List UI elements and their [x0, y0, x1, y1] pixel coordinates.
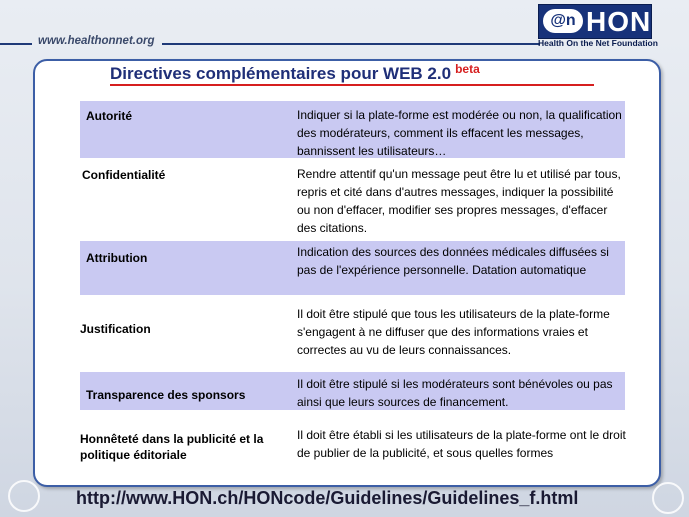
row-desc-autorite: Indiquer si la plate-forme est modérée ou non, la qualification des modérateurs, comment ils effacent les messages, bannissent les utilisateurs… — [297, 108, 622, 158]
row-desc-attribution: Indication des sources des données médicales diffusées si pas de l'expérience personnelle. Datation automatique — [297, 245, 609, 277]
row-desc-justification: Il doit être stipulé que tous les utilisateurs de la plate-forme s'engagent à ne diffuser que des informations vraies et correctes au vu de leurs connaissances. — [297, 307, 610, 357]
header-rule-left — [0, 43, 32, 45]
row-label-honnetete: Honnêteté dans la publicité et la politique éditoriale — [80, 432, 264, 462]
decorative-ring — [652, 482, 684, 514]
row-label-justification: Justification — [80, 322, 151, 336]
hon-logo — [538, 4, 658, 48]
page-title — [110, 64, 600, 84]
decorative-ring — [8, 480, 40, 512]
row-desc-confidentialite: Rendre attentif qu'un message peut être lu et utilisé par tous, repris et cité dans d'autres messages, indiquer la possibilité ou non d'effacer, modifier ses propres messages, d'effacer des citations. — [297, 167, 621, 235]
row-label-autorite: Autorité — [86, 109, 132, 123]
hon-logo-subtitle: Health On the Net Foundation — [538, 38, 658, 48]
header-rule — [162, 43, 540, 45]
row-label-confidentialite: Confidentialité — [82, 168, 166, 182]
site-url[interactable]: www.healthonnet.org — [38, 35, 155, 47]
title-underline — [110, 84, 594, 86]
hon-logo-at: @n — [543, 9, 583, 33]
row-desc-transparence: Il doit être stipulé si les modérateurs sont bénévoles ou pas ainsi que leurs sources de financement. — [297, 377, 613, 409]
hon-logo-text: HON — [586, 6, 652, 37]
row-label-transparence: Transparence des sponsors — [86, 388, 246, 402]
page-title-text: Directives complémentaires pour WEB 2.0 — [110, 64, 452, 83]
guidelines-link[interactable]: http://www.HON.ch/HONcode/Guidelines/Guidelines_f.html — [76, 488, 579, 508]
hon-logo-box — [538, 4, 652, 39]
row-desc-honnetete: Il doit être établi si les utilisateurs de la plate-forme ont le droit de publier de la publicité, et sous quelles formes — [297, 428, 626, 460]
row-label-attribution: Attribution — [86, 251, 148, 265]
beta-badge: beta — [455, 62, 480, 76]
